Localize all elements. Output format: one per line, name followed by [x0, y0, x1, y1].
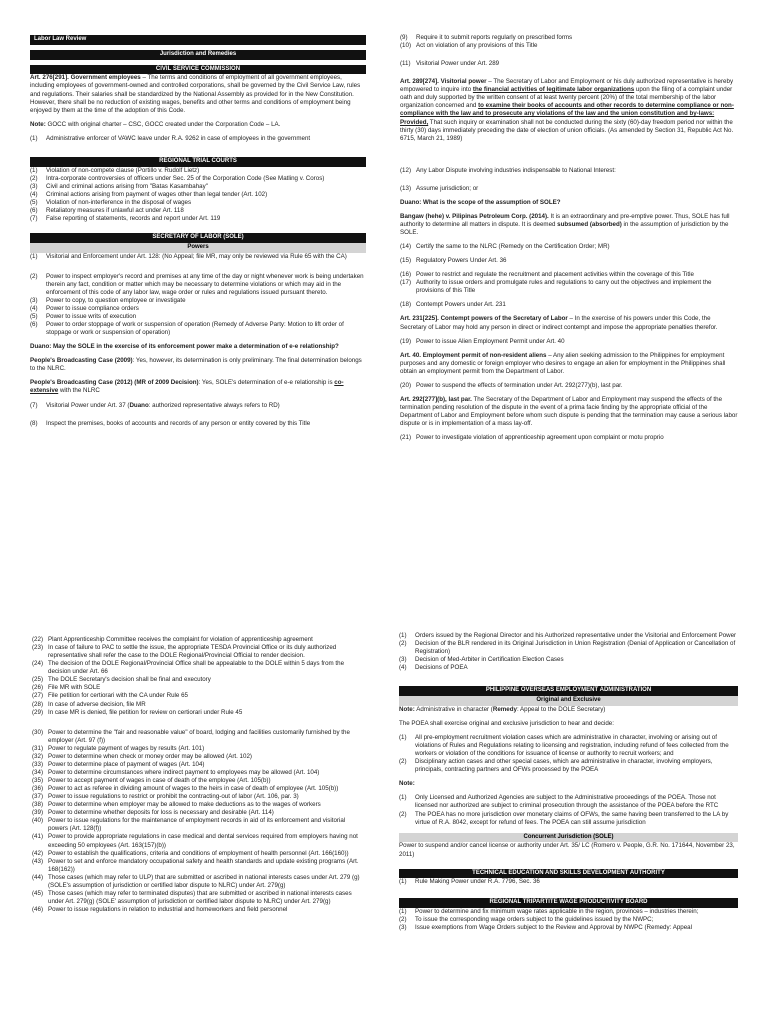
tesda-item: (1) Rule Making Power under R.A. 7796, Sec. 36: [399, 878, 540, 886]
list-item-number: (24): [32, 660, 44, 668]
rtc-list: [30, 167, 366, 223]
list-item-number: (3): [399, 656, 407, 664]
list-item: [32, 793, 366, 801]
list-item-number: (1): [30, 252, 38, 260]
list-item-text: Intra-corporate controversies of officers under Sec. 25 of the Corporation Code (See Matling v. Coros): [46, 174, 325, 182]
list-item-number: (9): [400, 34, 408, 41]
list-item: [32, 777, 366, 785]
list-item-text: Power to determine when check or money order may be allowed (Art. 102): [48, 752, 252, 760]
list-item-number: (1): [399, 734, 407, 742]
list-item-number: (44): [32, 873, 44, 881]
list-item: [399, 656, 738, 664]
list-item-number: (3): [30, 182, 38, 190]
list-item-text: Decision of the BLR rendered in its Original Jurisdiction in Union Registration (Denial of Application or Cancellation of Registration): [415, 640, 736, 656]
p2l-list-a: [32, 636, 366, 717]
list-item: [400, 271, 738, 279]
list-item-number: (5): [30, 198, 38, 206]
list-item-text: The decision of the DOLE Regional/Provincial Office shall be appealable to the DOLE within 5 days from the decision under Art. 66: [48, 660, 345, 676]
list-item-number: (2): [399, 916, 407, 924]
list-item-text: Power to regulate payment of wages by results (Art. 101): [48, 744, 205, 752]
item-18: (18) Contempt Powers under Art. 231: [400, 301, 506, 309]
list-item: [400, 279, 738, 295]
list-item: [399, 664, 738, 672]
list-item-text: Power to restrict and regulate the recruitment and placement activities within the coverage of this Title: [416, 271, 694, 279]
poea-note: Note: Administrative in character (Remedy: Appeal to the DOLE Secretary): [399, 705, 606, 713]
poea-list-item: [399, 811, 738, 827]
list-item-number: (27): [32, 692, 44, 700]
tesda-header: TECHNICAL EDUCATION AND SKILLS DEVELOPMENT AUTHORITY: [399, 869, 738, 879]
list-item-text: In case MR is denied, file petition for review on certiorari under Rule 45: [48, 708, 243, 716]
list-item: [32, 874, 366, 890]
list-item: [32, 729, 366, 745]
poea-intro: The POEA shall exercise original and exclusive jurisdiction to hear and decide:: [399, 719, 614, 727]
list-item-number: (3): [399, 924, 407, 932]
sole-list-item: [30, 321, 366, 337]
list-item-text: Violation of non-compete clause (Portillo v. Rudolf Lietz): [46, 166, 200, 174]
rtc-list-item: [30, 183, 366, 191]
list-item: [32, 636, 366, 644]
list-item-text: Power to issue regulations in relation to industrial and homeworkers and field personnel: [48, 906, 288, 913]
list-item: [32, 745, 366, 753]
list-item-number: (35): [32, 777, 44, 784]
list-item-text: Power to accept payment of wages in case of death of the employee (Art. 105(b)): [48, 777, 271, 784]
list-item-number: (46): [32, 906, 44, 913]
list-item-number: (4): [30, 190, 38, 198]
list-item-text: File MR with SOLE: [48, 684, 101, 692]
p1r-duano-question: Duano: What is the scope of the assumption of SOLE?: [400, 198, 561, 206]
list-item-text: In case of failure to PAC to settle the issue, the appropriate TESDA Provincial Office or its duly authorized representative shall refer the case to the DOLE Regional/Provincial Official to render decision.: [48, 644, 337, 660]
sole-list-b: [30, 273, 366, 338]
sole-powers-subheader: Powers: [30, 243, 366, 253]
list-item-number: (1): [399, 794, 407, 802]
list-item-number: (45): [32, 889, 44, 897]
poea-note-2: Note:: [399, 780, 415, 788]
sole-list-item: [30, 313, 366, 321]
list-item-number: (43): [32, 857, 44, 865]
list-item: [32, 906, 366, 914]
item-19: (19) Power to issue Alien Employment Permit under Art. 40: [400, 337, 565, 345]
item-12: (12) Any Labor Dispute involving industries indispensable to National Interest:: [400, 166, 616, 174]
item-14: (14) Certify the same to the NLRC (Remedy on the Certification Order; MR): [400, 243, 610, 251]
list-item-text: Civil and criminal actions arising from "Batas Kasambahay": [46, 182, 208, 190]
list-item-number: (30): [32, 728, 44, 736]
art231-paragraph: Art. 231[225]. Contempt powers of the Secretary of Labor – In the exercise of his powers under this Code, the Secretary of Labor may hold any person in direct or indirect contempt and impose the appropriate penalties therefor.: [400, 315, 718, 331]
list-item-text: Power to determine whether deposits for loss is necessary and desirable (Art. 114): [48, 809, 274, 817]
rtc-list-item: [30, 167, 366, 175]
p2l-list-b: [32, 729, 366, 914]
list-item-number: (2): [30, 272, 38, 280]
poea-concurrent-header: Concurrent Jurisdiction (SOLE): [399, 833, 738, 843]
rtc-list-item: [30, 191, 366, 199]
list-item-number: (17): [400, 279, 412, 287]
list-item-number: (40): [32, 817, 44, 825]
list-item-number: (10): [400, 42, 412, 50]
poea-list-item: [399, 794, 738, 810]
list-item-number: (2): [399, 810, 407, 818]
list-item-number: (1): [399, 908, 407, 916]
list-item-number: (4): [30, 304, 38, 312]
list-item-text: Power to determine place of payment of wages (Art. 104): [48, 760, 205, 768]
page2-left-column: [32, 636, 366, 1024]
list-item-text: All pre-employment recruitment violation cases which are administrative in character, involving or arising out of violations of Rules and Regulations relating to licensing and registration, including refund of fees collected from the workers or violation of the conditions for issuance of license or authority to recruit workers; and: [415, 734, 729, 758]
rtc-list-item: [30, 215, 366, 223]
list-item: [32, 858, 366, 874]
list-item-text: Power to issue compliance orders: [46, 304, 139, 312]
rtc-header: REGIONAL TRIAL COURTS: [30, 157, 366, 167]
item-13: (13) Assume jurisdiction; or: [400, 184, 479, 192]
list-item-number: (28): [32, 700, 44, 708]
p2r-top-list: [399, 632, 738, 672]
poea-list: [399, 734, 738, 774]
p1r-top-list: [400, 34, 738, 50]
list-item-number: (2): [30, 174, 38, 182]
list-item-number: (34): [32, 768, 44, 776]
list-item: [32, 817, 366, 833]
list-item: [32, 801, 366, 809]
list-item-number: (3): [30, 296, 38, 304]
list-item: [399, 640, 738, 656]
rtwpb-list-item: [399, 908, 738, 916]
list-item-text: Power to determine the "fair and reasonable value" of board, lodging and facilities customarily furnished by the employer (Art. 97 (f)): [48, 728, 350, 744]
rtwpb-header: REGIONAL TRIPARTITE WAGE PRODUCTIVITY BOARD: [399, 898, 738, 908]
poea-header: PHILIPPINE OVERSEAS EMPLOYMENT ADMINISTRATION: [399, 686, 738, 696]
list-item-text: Power to determine circumstances where indirect payment to employees may be allowed (Art. 104): [48, 768, 320, 776]
list-item-text: Decisions of POEA: [415, 664, 468, 672]
list-item: [32, 769, 366, 777]
list-item-number: (31): [32, 744, 44, 752]
list-item-text: Act on violation of any provisions of this Title: [416, 42, 538, 50]
sole-list-item: [30, 273, 366, 297]
list-item-number: (2): [399, 758, 407, 766]
list-item-number: (39): [32, 809, 44, 817]
poea-list-2: [399, 794, 738, 826]
list-item-text: Retaliatory measures if unlawful act under Art. 118: [46, 206, 184, 214]
list-item: [32, 709, 366, 717]
pbc-2012: People's Broadcasting Case (2012) (MR of 2009 Decision): Yes, SOLE's determination of e-e relationship is co-extensive with the NLRC: [30, 379, 344, 395]
list-item-number: (36): [32, 785, 44, 793]
sole-header: SECRETARY OF LABOR (SOLE): [30, 233, 366, 243]
list-item: [399, 632, 738, 640]
sole-list-item: [30, 305, 366, 313]
list-item-number: (22): [32, 636, 44, 643]
list-item-text: The POEA has no more jurisdiction over monetary claims of OFWs, the same having been transferred to the LA by virtue of R.A. 8042, except for refund of fees. The POEA can still assume jurisdiction: [415, 810, 729, 826]
list-item-text: Power to inspect employer's record and premises at any time of the day or night whenever work is being undertaken therein any fact, condition or matter which may be necessary to determine violations or which may aid in the enforcement of this code of any labor law, wage order or rules and regulations issued pursuant thereto.: [46, 272, 364, 296]
p1r-items-16-17: [400, 271, 738, 295]
rtc-list-item: [30, 199, 366, 207]
list-item-text: Violation of non-interference in the disposal of wages: [46, 198, 192, 206]
list-item: [32, 833, 366, 849]
list-item-text: Authority to issue orders and promulgate rules and regulations to carry out the objectives and implement the provisions of this Title: [416, 279, 712, 295]
list-item-text: Disciplinary action cases and other special cases, which are administrative in character, involving employers, principals, contracting partners and OFWs processed by the POEA: [415, 758, 713, 774]
list-item-number: (37): [32, 793, 44, 801]
list-item-number: (38): [32, 801, 44, 809]
doc-subtitle: Jurisdiction and Remedies: [30, 50, 366, 60]
list-item-number: (23): [32, 644, 44, 652]
list-item-text: Those cases (which may refer to ULP) that are submitted or ascribed in national interests cases under Art. 279 (g) (SOLE's assumption of jurisdiction or certified labor dispute to NLRC) under Art. 279(g): [48, 873, 360, 889]
list-item-number: (41): [32, 833, 44, 841]
item-21: (21) Power to investigate violation of apprenticeship agreement upon complaint or motu proprio: [400, 434, 664, 442]
list-item: [32, 644, 366, 660]
list-item-text: Decision of Med-Arbiter in Certification Election Cases: [415, 656, 564, 664]
art40-paragraph: Art. 40. Employment permit of non-resident aliens – Any alien seeking admission to the Philippines for employment purposes and any domestic or foreign employer who desires to engage an alien for employment in the Philippines shall obtain an employment permit from the Department of Labor.: [400, 351, 726, 375]
list-item: [32, 692, 366, 700]
list-item-text: Power to issue writs of execution: [46, 313, 137, 321]
sole-list-item: [30, 297, 366, 305]
list-item-text: Power to act as referee in dividing amount of wages to the heirs in case of death of employee (Art. 105(b)): [48, 785, 339, 793]
list-item-number: (6): [30, 206, 38, 214]
list-item-number: (4): [399, 664, 407, 672]
list-item-text: Power to issue regulations for the maintenance of employment records in aid of its enforcement and visitorial powers (Art. 128(f)): [48, 817, 346, 833]
rtwpb-list-item: [399, 924, 738, 932]
art289-paragraph: Art. 289[274]. Visitorial power – The Secretary of Labor and Employment or his duly authorized representative is hereby empowered to inquire into the financial activities of legitimate labor organizations upon the filing of a complaint under oath and duly supported by the written consent of at least twenty percent (20%) of the total membership of the labor organization concerned and to examine their books of accounts and other records to determine compliance or non-compliance with the law and to prosecute any violations of the law and the union constitution and by-laws: Provided, That such inquiry or examination shall not be conducted during the sixty (60)-day freedom period nor within the thirty (30) days immediately preceding the date of election of union officials. (As amended by Section 31, Republic Act No. 6715, March 21, 1989): [400, 78, 734, 142]
sole-list-item: [30, 253, 366, 261]
list-item-text: Power to set and enforce mandatory occupational safety and health standards and update existing programs (Art. 168(162)): [48, 857, 359, 873]
list-item: [400, 42, 738, 50]
poea-concurrent-text: Power to suspend and/or cancel license or authority under Art. 35/ LC (Romero v. People, G.R. No. 171644, November 23, 2011): [399, 842, 735, 858]
list-item-text: The DOLE Secretary's decision shall be final and executory: [48, 676, 211, 684]
pbc-2009: People's Broadcasting Case (2009): Yes, however, its determination is only preliminary. The final determination belongs to the NLRC.: [30, 357, 362, 373]
list-item-text: Power to establish the qualifications, criteria and conditions of employment of health personnel (Art. 166(160)): [48, 849, 349, 857]
list-item-number: (7): [30, 215, 38, 222]
list-item-number: (26): [32, 684, 44, 692]
list-item-text: False reporting of statements, records and report under Art. 119: [46, 215, 221, 222]
item-11: (11) Visitorial Power under Art. 289: [400, 60, 500, 68]
list-item: [32, 809, 366, 817]
list-item-number: (6): [30, 321, 38, 329]
list-item: [400, 34, 738, 42]
list-item-number: (1): [30, 166, 38, 174]
csc-item: (1) Administrative enforcer of VAWC leave under R.A. 9262 in case of employees in the government: [30, 134, 311, 142]
list-item-text: Plant Apprenticeship Committee receives the complaint for violation of apprenticeship agreement: [48, 636, 313, 643]
csc-note: Note: GOCC with original charter – CSC, GOCC created under the Corporation Code – LA.: [30, 120, 281, 128]
list-item-text: Those cases (which may refer to terminated disputes) that are submitted or ascribed in national interests cases under Art. 279(g) (SOLE' assumption of jurisdiction or certified labor dispute to NLRC) under Art. 279(g): [48, 889, 352, 905]
item-20: (20) Power to suspend the effects of termination under Art. 292(277)(b), last par.: [400, 381, 623, 389]
list-item-text: Issue exemptions from Wage Orders subject to the Review and Approval by NWPC (Remedy: Appeal: [415, 924, 692, 932]
list-item: [32, 850, 366, 858]
list-item-number: (16): [400, 271, 412, 279]
list-item-text: Only Licensed and Authorized Agencies are subject to the Administrative proceedings of the POEA. Those not licensed nor authorized are subject to criminal prosecution through the assistance of the POEA before the RTC: [415, 794, 719, 810]
rtc-list-item: [30, 175, 366, 183]
poea-list-item: [399, 758, 738, 774]
art276-paragraph: Art. 276[291]. Government employees – The terms and conditions of employment of all government employees, including employees of government-owned and controlled corporations, shall be governed by the Civil Service Law, rules and regulations. Their salaries shall be standardized by the National Assembly as provided for in the New Constitution. However, there shall be no reduction of existing wages, benefits and other terms and conditions of employment being enjoyed by them at the time of the adoption of this Code.: [30, 74, 361, 114]
list-item: [32, 761, 366, 769]
list-item: [32, 676, 366, 684]
page2-right-column: [399, 632, 738, 1024]
list-item-text: To issue the corresponding wage orders subject to the guidelines issued by the NWPC;: [415, 916, 654, 924]
list-item-text: Power to copy, to question employee or investigate: [46, 296, 186, 304]
rtwpb-list: [399, 908, 738, 932]
list-item-text: Power to determine and fix minimum wage rates applicable in the region, provinces – industries therein;: [415, 908, 699, 916]
rtwpb-list-item: [399, 916, 738, 924]
list-item-number: (2): [399, 640, 407, 648]
list-item: [32, 753, 366, 761]
sole-duano-question: Duano: May the SOLE in the exercise of its enforcement power make a determination of e-e relationship?: [30, 343, 339, 351]
csc-header: CIVIL SERVICE COMMISSION: [30, 65, 366, 75]
rtc-list-item: [30, 207, 366, 215]
sole-item-8: (8) Inspect the premises, books of accounts and records of any person or entity covered by this Title: [30, 419, 311, 427]
list-item: [32, 785, 366, 793]
list-item-number: (33): [32, 760, 44, 768]
list-item-text: Visitorial and Enforcement under Art. 128: (No Appeal; file MR, may only be reviewed via Rule 65 with the CA): [46, 252, 347, 260]
list-item-number: (29): [32, 708, 44, 716]
list-item-number: (5): [30, 313, 38, 321]
page1-left-column: [30, 35, 366, 560]
bangaw-paragraph: Bangaw (hehe) v. Pilipinas Petroleum Corp. (2014). It is an extraordinary and pre-emptive power. Thus, SOLE has full authority to determine all matters in dispute. It is deemed subsumed (absorbed) in the assumption of jurisdiction by the SOLE.: [400, 212, 730, 236]
list-item-text: Orders issued by the Regional Director and his Authorized representative under the Visitorial and Enforcement Power: [415, 632, 737, 639]
list-item-number: (25): [32, 676, 44, 684]
item-15: (15) Regulatory Powers Under Art. 36: [400, 257, 507, 265]
list-item-number: (42): [32, 849, 44, 857]
list-item-text: In case of adverse decision, file MR: [48, 700, 146, 708]
page1-right-column: [400, 34, 738, 560]
list-item: [32, 684, 366, 692]
list-item-text: Require it to submit reports regularly on prescribed forms: [416, 34, 573, 41]
list-item-text: File petition for certiorari with the CA under Rule 65: [48, 692, 188, 700]
sole-list-a: [30, 253, 366, 261]
art292-paragraph: Art. 292[277](b), last par. The Secretary of the Department of Labor and Employment may suspend the effects of the termination pending resolution of the dispute in the event of a prima facie finding by the appropriate official of the Department of Labor and Employment before whom such dispute is pending that the termination may cause a serious labor dispute or is in implementation of a mass lay-off.: [400, 395, 738, 428]
document-page-2: [0, 632, 768, 1024]
list-item: [32, 701, 366, 709]
list-item-number: (1): [399, 632, 407, 639]
list-item-number: (32): [32, 752, 44, 760]
doc-title: Labor Law Review: [30, 35, 366, 45]
list-item-text: Power to issue regulations to restrict or prohibit the contracting-out of labor (Art. 106, par. 3): [48, 793, 299, 801]
poea-list-item: [399, 734, 738, 758]
list-item-text: Power to order stoppage of work or suspension of operation (Remedy of Adverse Party: Motion to lift order of stoppage or work or suspension of operation): [46, 321, 344, 337]
list-item-text: Criminal actions arising from payment of wages other than legal tender (Art. 102): [46, 190, 268, 198]
list-item: [32, 890, 366, 906]
sole-item-7: (7) Visitorial Power under Art. 37 (Duano: authorized representative always refers to RD): [30, 401, 280, 409]
list-item-text: Power to determine when employer may be allowed to make deductions as to the wages of workers: [48, 801, 321, 809]
list-item-text: Power to provide appropriate regulations in case medical and dental services required from employers having not exceeding 50 employees (Art. 163(157)(b)): [48, 833, 358, 849]
poea-subheader: Original and Exclusive: [399, 696, 738, 706]
list-item: [32, 660, 366, 676]
